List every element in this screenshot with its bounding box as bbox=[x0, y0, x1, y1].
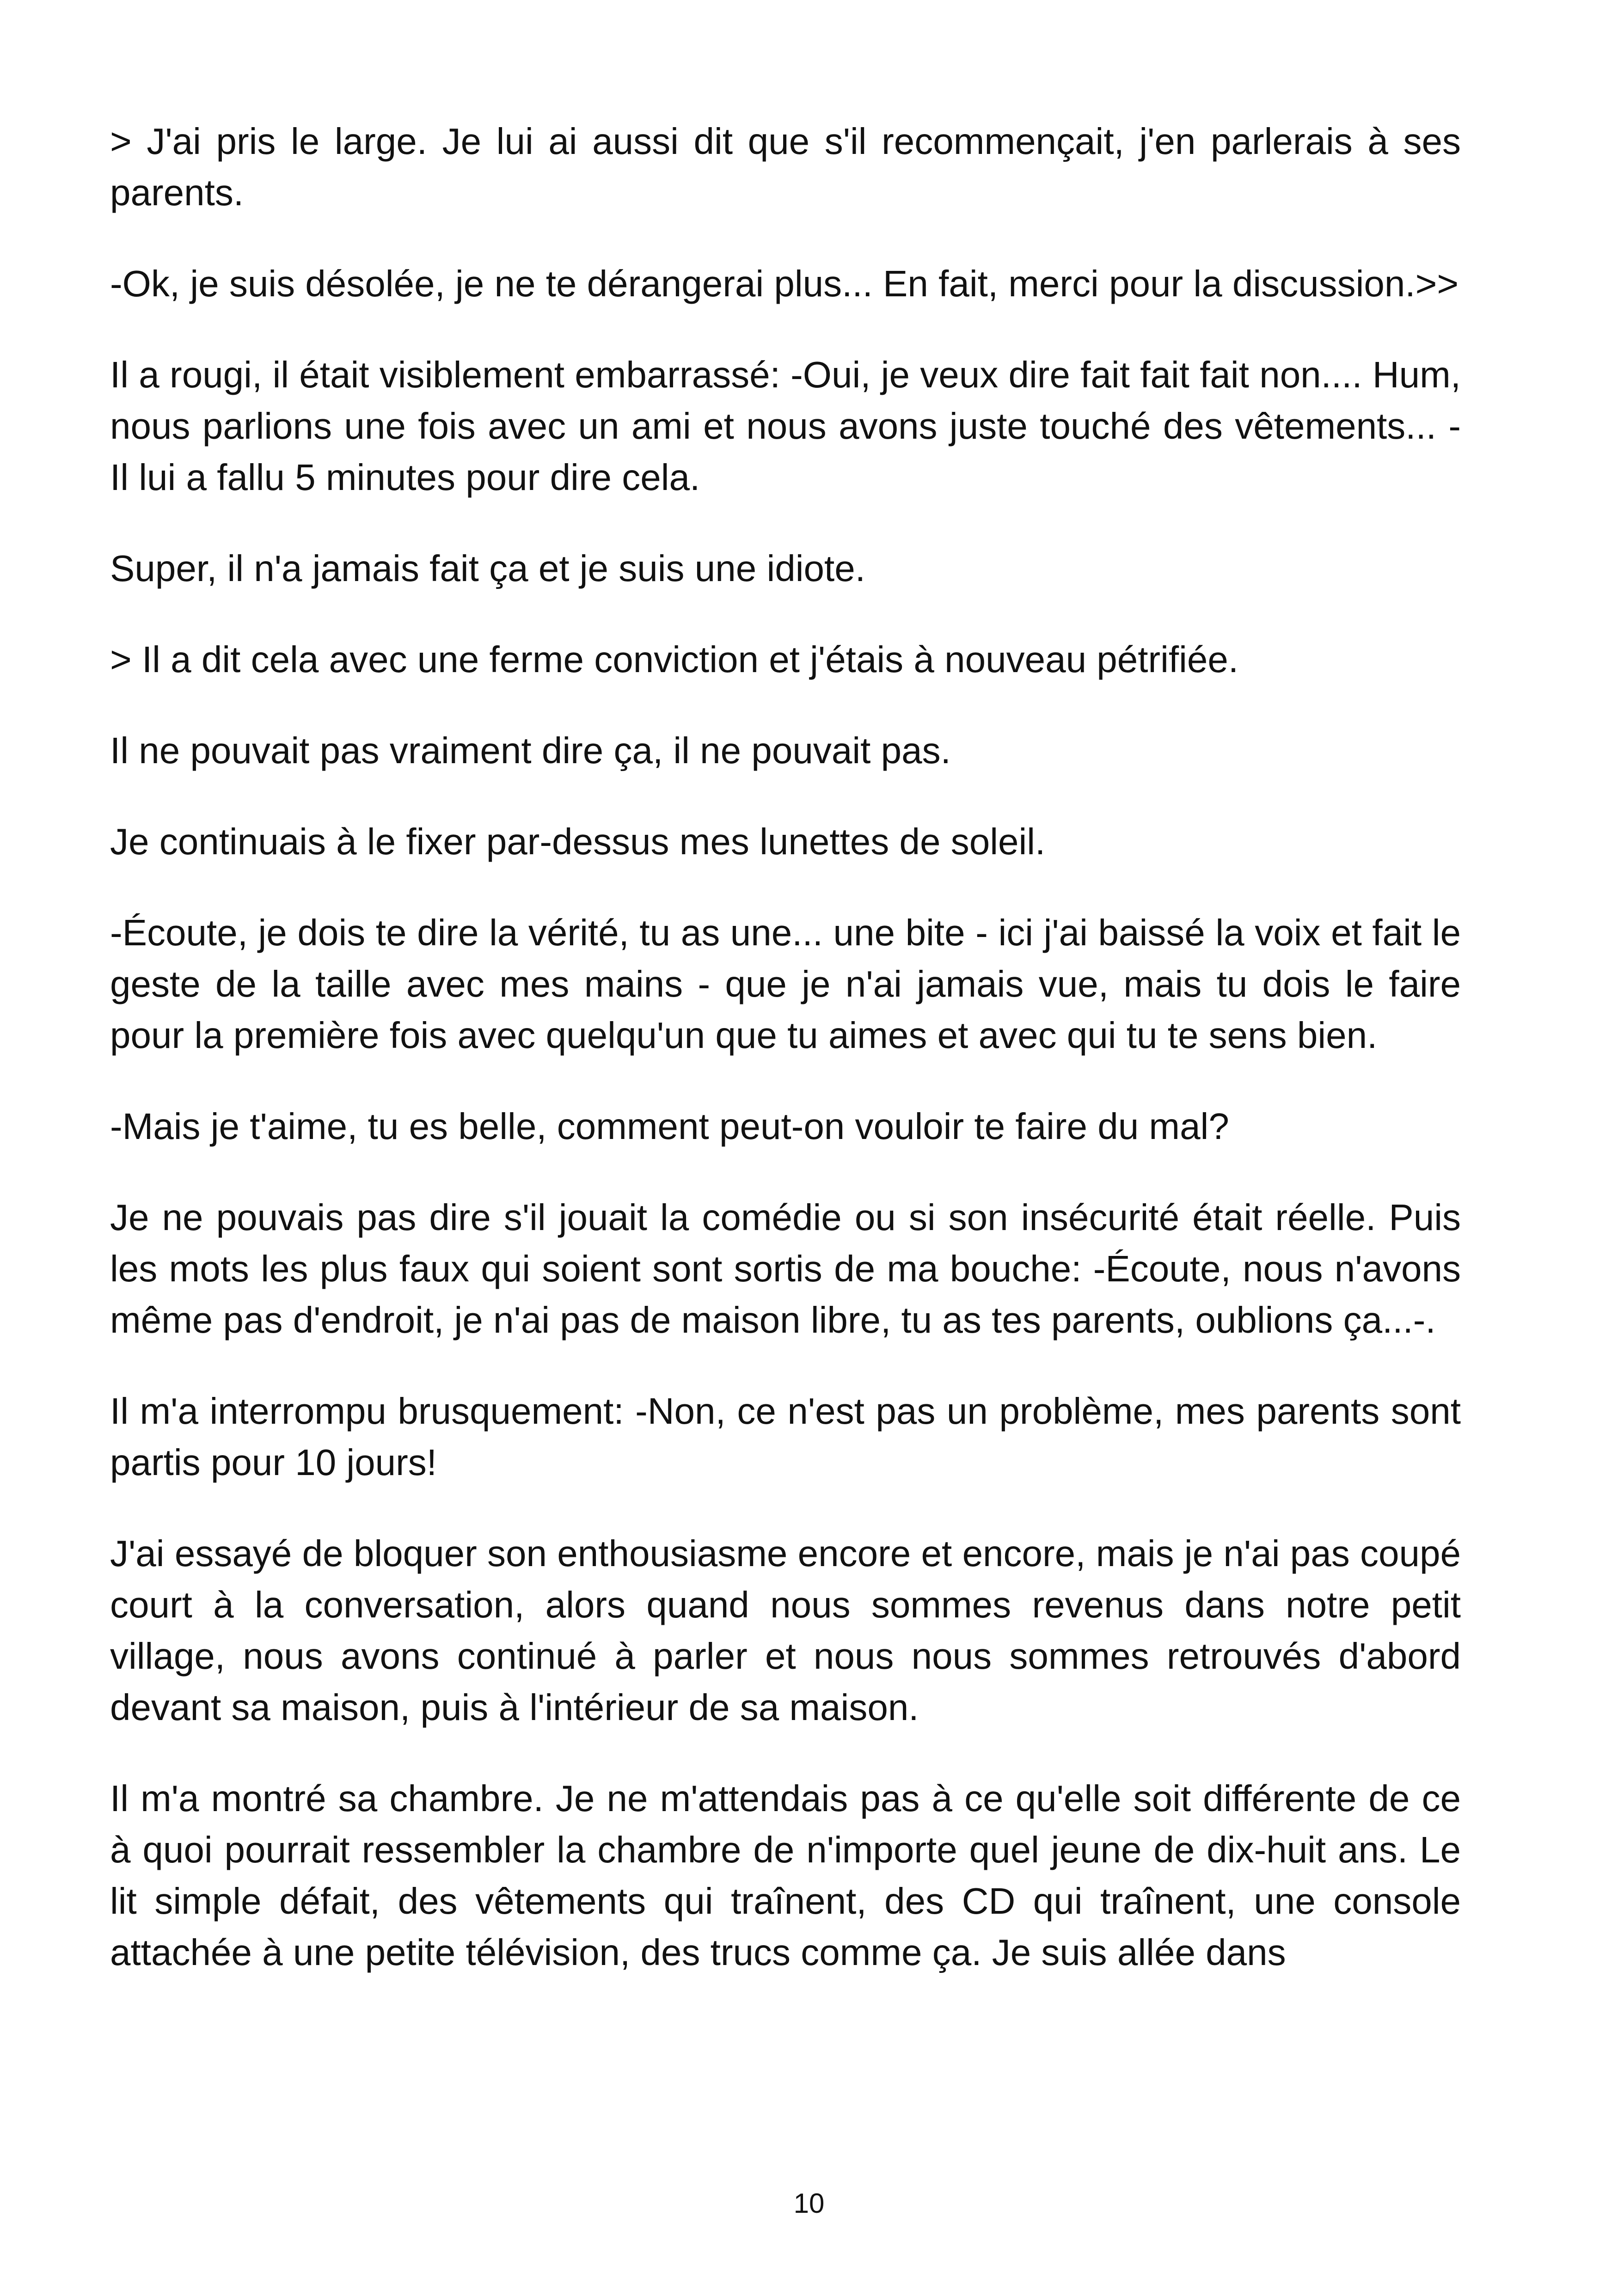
paragraph-13: Il m'a montré sa chambre. Je ne m'attendais pas à ce qu'elle soit différente de ce à quoi pourrait ressembler la chambre de n'importe quel jeune de dix-huit ans. Le lit simple défait, des vêtements qui traînent, des CD qui traînent, une console attachée à une petite télévision, des trucs comme ça. Je suis allée dans bbox=[110, 1778, 1461, 1973]
paragraph-4: Super, il n'a jamais fait ça et je suis une idiote. bbox=[110, 548, 865, 589]
paragraph-3: Il a rougi, il était visiblement embarrassé: -Oui, je veux dire fait fait fait non.... Hum, nous parlions une fois avec un ami et nous avons juste touché des vêtements... - Il lui a fallu 5 minutes pour dire cela. bbox=[110, 354, 1461, 498]
paragraph-8: -Écoute, je dois te dire la vérité, tu as une... une bite - ici j'ai baissé la voix et fait le geste de la taille avec mes mains - que je n'ai jamais vue, mais tu dois le faire pour la première fois avec quelqu'un que tu aimes et avec qui tu te sens bien. bbox=[110, 912, 1461, 1056]
paragraph-12: J'ai essayé de bloquer son enthousiasme encore et encore, mais je n'ai pas coupé court à la conversation, alors quand nous sommes revenus dans notre petit village, nous avons continué à parler et nous nous sommes retrouvés d'abord devant sa maison, puis à l'intérieur de sa maison. bbox=[110, 1533, 1461, 1728]
paragraph-5: > Il a dit cela avec une ferme conviction et j'étais à nouveau pétrifiée. bbox=[110, 639, 1239, 680]
paragraph-7: Je continuais à le fixer par-dessus mes lunettes de soleil. bbox=[110, 821, 1046, 862]
page-number: 10 bbox=[793, 2188, 825, 2219]
paragraph-11: Il m'a interrompu brusquement: -Non, ce n'est pas un problème, mes parents sont partis pour 10 jours! bbox=[110, 1390, 1461, 1483]
paragraph-9: -Mais je t'aime, tu es belle, comment peut-on vouloir te faire du mal? bbox=[110, 1106, 1229, 1147]
paragraph-1: > J'ai pris le large. Je lui ai aussi dit que s'il recommençait, j'en parlerais à ses parents. bbox=[110, 121, 1461, 213]
paragraph-2: -Ok, je suis désolée, je ne te dérangerai plus... En fait, merci pour la discussion.>> bbox=[110, 263, 1459, 304]
paragraph-6: Il ne pouvait pas vraiment dire ça, il ne pouvait pas. bbox=[110, 730, 951, 771]
paragraph-10: Je ne pouvais pas dire s'il jouait la comédie ou si son insécurité était réelle. Puis les mots les plus faux qui soient sont sortis de ma bouche: -Écoute, nous n'avons même pas d'endroit, je n'ai pas de maison libre, tu as tes parents, oublions ça...-. bbox=[110, 1197, 1461, 1341]
body-text bbox=[110, 116, 1461, 2018]
